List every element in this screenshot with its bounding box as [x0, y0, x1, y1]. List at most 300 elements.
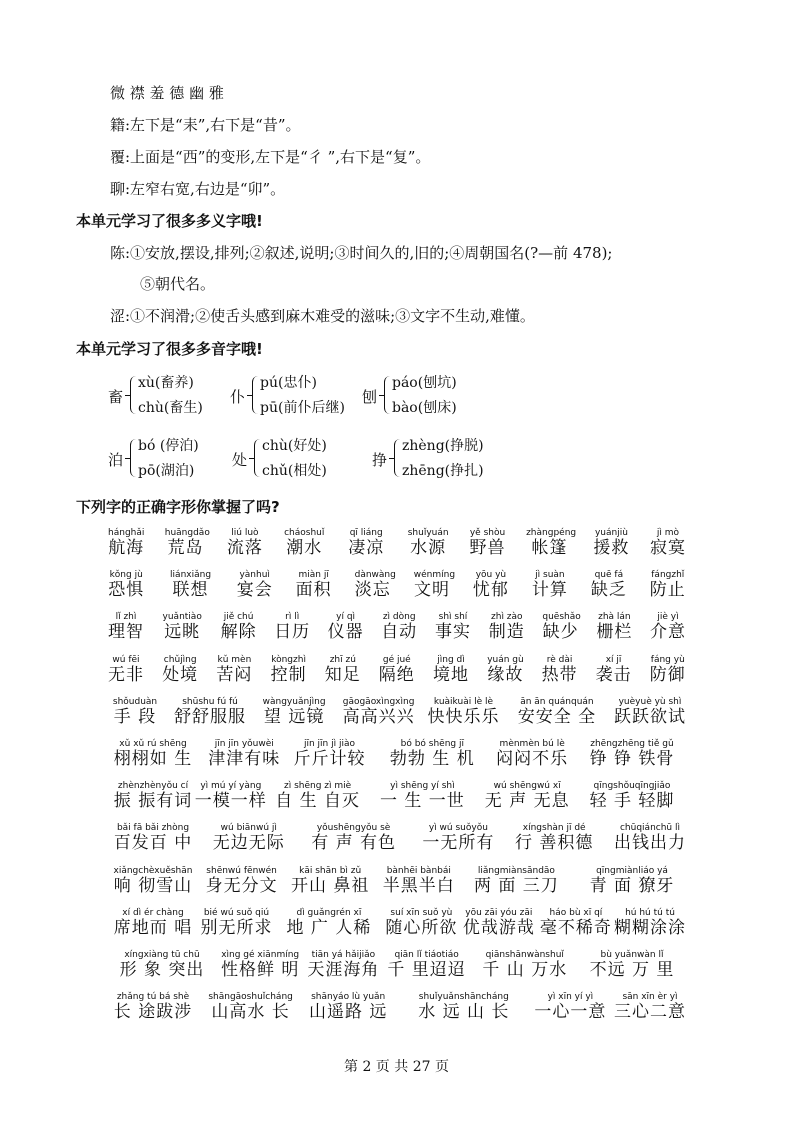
word-item	[108, 655, 144, 685]
word-pinyin: tiān yá hǎijiǎo	[311, 950, 376, 960]
word-item	[285, 866, 375, 896]
polyphone-reading-2: zhēng(挣扎)	[402, 463, 484, 479]
word-item	[215, 950, 305, 980]
word-item	[385, 908, 458, 938]
brace	[394, 439, 400, 477]
word-pinyin: kāi shān bì zǔ	[299, 866, 362, 876]
word-hanzi: 帐篷	[531, 538, 568, 558]
word-item	[379, 655, 415, 685]
word-hanzi: 优哉游哉	[462, 918, 535, 938]
word-hanzi: 勃勃 生 机	[389, 749, 475, 769]
polyphone-reading-2: chǔ(相处)	[262, 463, 327, 479]
word-hanzi: 闷闷不乐	[496, 749, 569, 769]
word-hanzi: 山遥路 远	[308, 1002, 388, 1022]
word-item	[422, 823, 494, 853]
word-item	[216, 655, 252, 685]
word-item	[593, 528, 629, 558]
word-pinyin: shuǐyuán	[407, 528, 449, 538]
word-pinyin: zhàngpéng	[526, 528, 577, 538]
polysemy-chen-line2: ⑤朝代名。	[140, 275, 216, 293]
word-pinyin: yǒushēngyǒu sè	[316, 823, 391, 833]
word-pinyin: zhēngzhēng tiě gǔ	[590, 739, 674, 749]
word-pinyin: chǔjìng	[163, 655, 197, 665]
word-item	[496, 739, 568, 769]
word-hanzi: 不远 万 里	[589, 960, 675, 980]
word-hanzi: 跃跃欲试	[614, 707, 686, 727]
word-pinyin: yōu zāi yóu zāi	[465, 908, 533, 918]
word-item	[596, 655, 632, 685]
word-pinyin: wàngyuǎnjìng	[262, 697, 326, 707]
word-item	[304, 950, 382, 980]
heading-polysemy: 本单元学习了很多多义字哦!	[76, 212, 263, 230]
word-item	[578, 950, 686, 980]
word-pinyin: zhǎng tú bá shè	[116, 992, 190, 1002]
brace	[252, 376, 258, 414]
word-hanzi: 毫不稀奇	[539, 918, 612, 938]
heading-words: 下列字的正确字形你掌握了吗?	[76, 498, 280, 516]
word-item	[290, 739, 368, 769]
word-hanzi: 一心一意	[534, 1002, 607, 1022]
word-item	[382, 950, 472, 980]
word-pinyin: shǒuduàn	[112, 697, 158, 707]
word-hanzi: 栅栏	[596, 622, 633, 642]
word-hanzi: 舒舒服服	[174, 707, 247, 727]
word-hanzi: 宴会	[236, 580, 273, 600]
word-hanzi: 水 远 山 长	[418, 1002, 510, 1022]
word-item	[542, 655, 578, 685]
word-item	[354, 570, 396, 600]
word-item	[540, 908, 612, 938]
word-pinyin: jīn jīn jì jiào	[303, 739, 355, 749]
word-pinyin: shēnwú fēnwén	[206, 866, 277, 876]
word-hanzi: 铮 铮 铁骨	[589, 749, 675, 769]
word-hanzi: 理智	[108, 622, 144, 642]
word-item	[407, 528, 449, 558]
word-pinyin: suí xīn suǒ yù	[390, 908, 453, 918]
word-pinyin: hú hú tú tú	[625, 908, 675, 918]
polyphone-reading-1: xù(畜养)	[138, 375, 194, 391]
word-item	[345, 528, 387, 558]
word-hanzi: 计算	[531, 580, 568, 600]
word-hanzi: 一 生 一世	[379, 791, 465, 811]
word-pinyin: yōu yù	[475, 570, 507, 580]
word-item	[462, 866, 570, 896]
polyphone-reading-1: chù(好处)	[262, 438, 327, 454]
word-hanzi: 凄凉	[348, 538, 385, 558]
word-hanzi: 防止	[649, 580, 686, 600]
word-hanzi: 栩栩如 生	[113, 749, 193, 769]
word-hanzi: 援救	[593, 538, 630, 558]
word-pinyin: kòngzhì	[271, 655, 306, 665]
word-pinyin: zì dòng	[382, 612, 416, 622]
word-pinyin: yuèyuè yù shì	[618, 697, 682, 707]
word-hanzi: 淡忘	[354, 580, 391, 600]
word-item	[275, 908, 383, 938]
word-hanzi: 控制	[270, 665, 307, 685]
word-pinyin: quē fá	[594, 570, 624, 580]
word-pinyin: bù yuǎnwàn lǐ	[600, 950, 664, 960]
word-item	[532, 570, 568, 600]
word-hanzi: 联想	[172, 580, 209, 600]
word-hanzi: 自 生 自灭	[275, 791, 360, 811]
word-item	[108, 823, 198, 853]
word-hanzi: 行 善积德	[514, 833, 594, 853]
word-hanzi: 处境	[162, 665, 199, 685]
word-hanzi: 航海	[108, 538, 145, 558]
word-item	[413, 570, 456, 600]
word-pinyin: rì lì	[285, 612, 300, 622]
word-pinyin: xìng gé xiānmíng	[221, 950, 300, 960]
word-hanzi: 制造	[488, 622, 525, 642]
word-hanzi: 开山 鼻祖	[290, 876, 370, 896]
word-item	[473, 781, 581, 811]
word-hanzi: 文明	[413, 580, 450, 600]
word-item	[108, 992, 198, 1022]
word-item	[108, 570, 144, 600]
word-hanzi: 知足	[324, 665, 361, 685]
word-pinyin: qiānshānwànshuǐ	[485, 950, 564, 960]
word-item	[578, 739, 686, 769]
word-hanzi: 无非	[108, 665, 144, 685]
word-pinyin: wú biānwú jì	[220, 823, 277, 833]
brace	[130, 439, 136, 477]
word-item	[227, 528, 263, 558]
word-item	[542, 612, 581, 642]
word-item	[237, 570, 273, 600]
word-item	[174, 697, 246, 727]
word-pinyin: xiǎngchèxuěshān	[113, 866, 193, 876]
polysemy-chen-line1: 陈:①安放,摆设,排列;②叙述,说明;③时间久的,旧的;④周朝国名(?—前 478);	[110, 244, 613, 262]
word-pinyin: gāogāoxìngxìng	[342, 697, 415, 707]
word-hanzi: 别无所求	[200, 918, 273, 938]
word-pinyin: zhènzhènyǒu cí	[117, 781, 189, 791]
intro-line-3: 覆:上面是“西”的变形,左下是“彳 ”,右下是“复”。	[110, 148, 431, 166]
word-item	[383, 866, 455, 896]
word-hanzi: 流落	[226, 538, 263, 558]
word-hanzi: 望 远镜	[263, 707, 325, 727]
word-pinyin: wú shēngwú xī	[493, 781, 561, 791]
word-pinyin: bànhēi bànbái	[386, 866, 451, 876]
polyphone-reading-1: pú(忠仆)	[260, 375, 317, 391]
word-item	[471, 950, 579, 980]
word-hanzi: 振 振有词	[113, 791, 193, 811]
word-item	[108, 781, 198, 811]
word-hanzi: 热带	[541, 665, 578, 685]
word-item	[427, 697, 500, 727]
word-hanzi: 快快乐乐	[427, 707, 500, 727]
polyphone-reading-1: bó (停泊)	[138, 438, 199, 454]
word-pinyin: yì shēng yí shì	[390, 781, 455, 791]
word-pinyin: shānyáo lù yuǎn	[311, 992, 386, 1002]
word-item	[303, 992, 393, 1022]
word-pinyin: xíngshàn jī dé	[522, 823, 586, 833]
word-pinyin: shūshu fú fú	[182, 697, 238, 707]
brace	[130, 376, 136, 414]
word-pinyin: fángzhǐ	[651, 570, 685, 580]
word-item	[300, 823, 408, 853]
word-hanzi: 荒岛	[167, 538, 204, 558]
word-hanzi: 远眺	[164, 622, 201, 642]
word-pinyin: hánghǎi	[108, 528, 145, 538]
word-pinyin: fáng yù	[650, 655, 685, 665]
word-hanzi: 恐惧	[108, 580, 145, 600]
word-pinyin: shì shí	[438, 612, 468, 622]
word-hanzi: 随心所欲	[385, 918, 458, 938]
word-hanzi: 形 象 突出	[119, 960, 205, 980]
word-pinyin: yě shòu	[469, 528, 506, 538]
word-pinyin: yì mú yí yàng	[200, 781, 262, 791]
word-pinyin: mènmèn bú lè	[499, 739, 565, 749]
word-pinyin: yì wú suǒyǒu	[428, 823, 488, 833]
word-pinyin: miàn jī	[298, 570, 329, 580]
word-pinyin: xí jī	[605, 655, 622, 665]
word-hanzi: 仪器	[327, 622, 364, 642]
word-item	[368, 781, 476, 811]
word-hanzi: 高高兴兴	[342, 707, 415, 727]
word-hanzi: 解除	[220, 622, 257, 642]
word-pinyin: wénmíng	[413, 570, 456, 580]
word-hanzi: 轻 手 轻脚	[589, 791, 675, 811]
polyphone-reading-2: pū(前仆后继)	[260, 400, 345, 416]
word-item	[208, 739, 281, 769]
word-hanzi: 糊糊涂涂	[614, 918, 686, 938]
word-pinyin: yuǎntiào	[162, 612, 202, 622]
word-hanzi: 无 声 无息	[484, 791, 570, 811]
page-footer: 第 2 页 共 27 页	[344, 1059, 449, 1075]
word-hanzi: 斤斤计较	[293, 749, 366, 769]
word-item	[473, 570, 509, 600]
polyphone-char: 挣	[372, 451, 388, 469]
word-hanzi: 境地	[432, 665, 469, 685]
word-pinyin: qī liáng	[349, 528, 383, 538]
word-pinyin: lǐ zhì	[115, 612, 137, 622]
word-item	[108, 528, 144, 558]
word-pinyin: yuánjiù	[594, 528, 628, 538]
intro-line-1: 微 襟 羞 德 幽 雅	[110, 84, 224, 102]
word-hanzi: 介意	[650, 622, 686, 642]
word-item	[108, 866, 198, 896]
word-hanzi: 寂寞	[650, 538, 686, 558]
polyphone-char: 畜	[108, 388, 124, 406]
word-pinyin: kuàikuài lè lè	[433, 697, 494, 707]
word-pinyin: chūqiánchū lì	[619, 823, 680, 833]
word-item	[328, 612, 364, 642]
heading-polyphone: 本单元学习了很多多音字哦!	[76, 340, 263, 358]
word-hanzi: 有 声 有色	[311, 833, 396, 853]
word-pinyin: dànwàng	[354, 570, 396, 580]
word-item	[108, 612, 144, 642]
word-item	[206, 992, 296, 1022]
word-pinyin: wú fēi	[112, 655, 140, 665]
word-item	[614, 823, 686, 853]
word-item	[195, 781, 267, 811]
word-hanzi: 野兽	[469, 538, 506, 558]
word-pinyin: jì mò	[656, 528, 680, 538]
word-item	[509, 823, 599, 853]
word-pinyin: xǔ xǔ rú shēng	[119, 739, 187, 749]
word-item	[220, 612, 256, 642]
word-hanzi: 性格鲜 明	[220, 960, 300, 980]
word-hanzi: 长 途跋涉	[113, 1002, 193, 1022]
word-hanzi: 事实	[434, 622, 471, 642]
word-item	[164, 528, 210, 558]
word-hanzi: 手 段	[113, 707, 157, 727]
word-hanzi: 出钱出力	[614, 833, 686, 853]
word-item	[650, 570, 686, 600]
word-hanzi: 千 里迢迢	[387, 960, 466, 980]
word-pinyin: jìng dì	[437, 655, 465, 665]
word-item	[200, 908, 273, 938]
word-hanzi: 三心二意	[614, 1002, 686, 1022]
word-hanzi: 山高水 长	[211, 1002, 290, 1022]
polyphone-reading-2: bào(刨床)	[392, 400, 457, 416]
word-item	[596, 612, 632, 642]
word-item	[578, 781, 686, 811]
word-hanzi: 席地而 唱	[113, 918, 193, 938]
word-hanzi: 潮水	[286, 538, 323, 558]
word-item	[162, 655, 198, 685]
word-pinyin: háo bù xī qí	[549, 908, 603, 918]
word-pinyin: liú luò	[231, 528, 259, 538]
brace	[254, 439, 260, 477]
word-hanzi: 天涯海角	[307, 960, 380, 980]
word-item	[167, 570, 214, 600]
word-item	[487, 655, 523, 685]
word-item	[433, 655, 469, 685]
word-hanzi: 一模一样	[194, 791, 267, 811]
polyphone-reading-2: chù(畜生)	[138, 400, 203, 416]
word-item	[650, 655, 686, 685]
polyphone-char: 泊	[108, 451, 124, 469]
word-item	[108, 950, 216, 980]
word-item	[650, 528, 686, 558]
word-item	[650, 612, 686, 642]
word-hanzi: 无边无际	[212, 833, 285, 853]
word-pinyin: xí dì ér chàng	[122, 908, 184, 918]
word-item	[213, 823, 285, 853]
word-item	[591, 570, 627, 600]
word-hanzi: 苦闷	[216, 665, 253, 685]
word-pinyin: zhī zú	[329, 655, 356, 665]
word-pinyin: rè dài	[546, 655, 573, 665]
polyphone-reading-2: pō(湖泊)	[138, 463, 195, 479]
word-hanzi: 半黑半白	[382, 876, 455, 896]
brace	[384, 376, 390, 414]
intro-line-4: 聊:左窄右宽,右边是“卯”。	[110, 180, 286, 198]
word-hanzi: 缺乏	[590, 580, 627, 600]
word-hanzi: 两 面 三刀	[473, 876, 559, 896]
word-pinyin: dì guǎngrén xī	[296, 908, 362, 918]
word-item	[378, 739, 486, 769]
word-hanzi: 身无分文	[205, 876, 278, 896]
word-item	[526, 528, 577, 558]
word-item	[108, 739, 198, 769]
polyphone-char: 仆	[230, 388, 246, 406]
word-pinyin: sān xīn èr yì	[622, 992, 678, 1002]
word-item	[325, 655, 361, 685]
word-pinyin: bó bó shēng jī	[400, 739, 464, 749]
word-pinyin: liǎngmiànsāndāo	[477, 866, 555, 876]
word-item	[270, 655, 306, 685]
word-item	[614, 697, 686, 727]
word-item	[264, 781, 372, 811]
word-hanzi: 津津有味	[208, 749, 281, 769]
word-pinyin: huāngdǎo	[164, 528, 210, 538]
word-item	[381, 612, 417, 642]
word-hanzi: 忧郁	[472, 580, 509, 600]
word-hanzi: 安安全 全	[517, 707, 597, 727]
word-item	[578, 866, 686, 896]
word-hanzi: 自动	[381, 622, 418, 642]
word-pinyin: gé jué	[382, 655, 411, 665]
word-item	[108, 908, 198, 938]
polysemy-se-line: 涩:①不润滑;②使舌头感到麻木难受的滋味;③文字不生动,难懂。	[110, 307, 535, 325]
word-pinyin: jīn jīn yǒuwèi	[214, 739, 274, 749]
word-item	[460, 908, 538, 938]
word-hanzi: 缺少	[542, 622, 579, 642]
word-item	[614, 908, 686, 938]
word-item	[435, 612, 471, 642]
word-item	[206, 866, 278, 896]
word-hanzi: 一无所有	[422, 833, 495, 853]
word-hanzi: 防御	[649, 665, 686, 685]
word-item	[534, 992, 606, 1022]
word-hanzi: 隔绝	[378, 665, 415, 685]
word-pinyin: zì shēng zì miè	[284, 781, 352, 791]
word-pinyin: xíngxiàng tū chū	[124, 950, 200, 960]
word-item	[283, 528, 325, 558]
word-item	[342, 697, 415, 727]
polyphone-char: 处	[232, 451, 248, 469]
word-pinyin: bǎi fā bǎi zhòng	[116, 823, 190, 833]
word-hanzi: 面积	[295, 580, 332, 600]
word-pinyin: yànhuì	[239, 570, 270, 580]
word-item	[401, 992, 527, 1022]
word-pinyin: liánxiǎng	[170, 570, 212, 580]
word-item	[614, 992, 686, 1022]
polyphone-char: 刨	[362, 388, 378, 406]
word-pinyin: shuǐyuǎnshāncháng	[418, 992, 509, 1002]
word-pinyin: qīngmiànliáo yá	[596, 866, 668, 876]
word-pinyin: jì suàn	[535, 570, 565, 580]
word-item	[489, 612, 525, 642]
word-pinyin: qīngshǒuqīngjiǎo	[593, 781, 671, 791]
word-pinyin: cháoshuǐ	[284, 528, 325, 538]
intro-line-2: 籍:左下是“耒”,右下是“昔”。	[110, 116, 301, 134]
word-pinyin: yuán gù	[487, 655, 524, 665]
word-item	[258, 697, 330, 727]
polyphone-reading-1: páo(刨坑)	[392, 375, 457, 391]
word-pinyin: shāngāoshuǐcháng	[208, 992, 293, 1002]
word-hanzi: 千 山 万水	[482, 960, 568, 980]
word-item	[295, 570, 331, 600]
word-item	[274, 612, 310, 642]
polyphone-reading-1: zhèng(挣脱)	[402, 438, 484, 454]
word-hanzi: 地 广 人稀	[286, 918, 372, 938]
word-pinyin: yì xīn yí yì	[547, 992, 594, 1002]
word-pinyin: quēshǎo	[542, 612, 581, 622]
word-pinyin: jiè yì	[657, 612, 679, 622]
word-item	[512, 697, 602, 727]
word-item	[161, 612, 203, 642]
word-hanzi: 袭击	[595, 665, 632, 685]
word-pinyin: bié wú suǒ qiú	[203, 908, 270, 918]
word-hanzi: 响 彻雪山	[113, 876, 193, 896]
word-hanzi: 百发百 中	[113, 833, 193, 853]
word-pinyin: kǒng jù	[109, 570, 143, 580]
word-pinyin: kǔ mèn	[217, 655, 252, 665]
word-pinyin: ān ān quánquán	[520, 697, 594, 707]
